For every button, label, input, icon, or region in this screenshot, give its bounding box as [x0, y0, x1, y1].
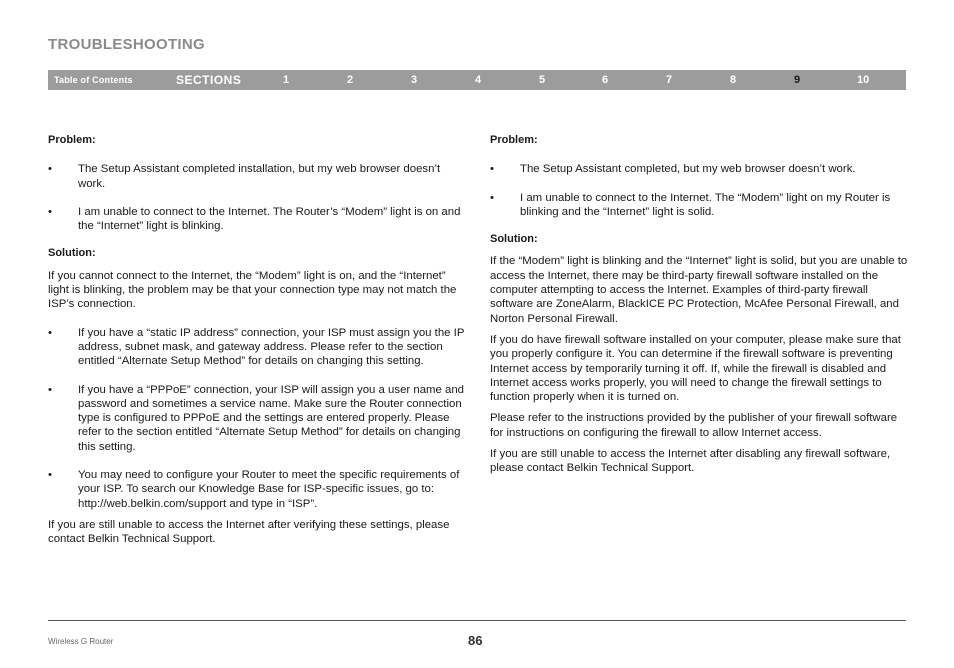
section-link-6[interactable]: 6	[602, 74, 609, 86]
section-link-10[interactable]: 10	[857, 74, 870, 86]
problem-item	[490, 191, 910, 220]
section-nav-bar	[48, 70, 906, 90]
solution-paragraph: If you are still unable to access the Internet after disabling any firewall software, please contact Belkin Technical Support.	[490, 448, 891, 475]
solution-item	[48, 326, 468, 369]
solution-text: You may need to configure your Router to meet the specific requirements of your ISP. To search our Knowledge Base for ISP-specific issues, go to: http://web.belkin.com/support and type in “ISP”.	[78, 469, 460, 510]
bullet-icon: •	[490, 163, 494, 176]
solution-heading: Solution:	[490, 233, 538, 246]
problem-item	[490, 162, 910, 176]
section-link-8[interactable]: 8	[730, 74, 737, 86]
solution-item	[48, 383, 468, 454]
problem-text: I am unable to connect to the Internet. The Router’s “Modem” light is on and the “Internet” light is blinking.	[78, 205, 461, 233]
problem-heading: Problem:	[490, 134, 538, 146]
left-column	[48, 133, 468, 547]
section-link-1[interactable]: 1	[283, 74, 290, 86]
problem-heading: Problem:	[48, 134, 96, 146]
bullet-icon: •	[48, 205, 52, 218]
page-number: 86	[468, 633, 483, 648]
footer-divider	[48, 620, 906, 621]
table-of-contents-link[interactable]: Table of Contents	[54, 75, 133, 85]
section-link-2[interactable]: 2	[347, 74, 354, 86]
solution-text: If you have a “static IP address” connection, your ISP must assign you the IP address, subnet mask, and gateway address. Please refer to the section entitled “Alternate Setup Method” for details on changing this setting.	[78, 326, 465, 368]
bullet-icon: •	[48, 383, 52, 396]
footer-product-name: Wireless G Router	[48, 637, 114, 646]
page-section-title: TROUBLESHOOTING	[48, 36, 205, 53]
solution-heading: Solution:	[48, 247, 96, 260]
sections-label: SECTIONS	[176, 73, 242, 87]
bullet-icon: •	[48, 469, 52, 482]
solution-item	[48, 468, 468, 511]
section-link-7[interactable]: 7	[666, 74, 673, 86]
bullet-icon: •	[490, 191, 494, 204]
problem-text: The Setup Assistant completed, but my web browser doesn’t work.	[520, 163, 856, 176]
problem-text: I am unable to connect to the Internet. The “Modem” light on my Router is blinking and the “Internet” light is solid.	[520, 191, 891, 218]
closing-text: If you are still unable to access the Internet after verifying these settings, please contact Belkin Technical Support.	[48, 518, 450, 546]
section-link-5[interactable]: 5	[539, 74, 546, 86]
problem-item	[48, 162, 468, 191]
bullet-icon: •	[48, 163, 52, 176]
section-link-9-active[interactable]: 9	[794, 74, 801, 86]
solution-intro: If you cannot connect to the Internet, the “Modem” light is on, and the “Internet” light is blinking, the problem may be that your connection type may not match the ISP’s connection.	[48, 269, 457, 311]
solution-paragraph: If you do have firewall software installed on your computer, please make sure that you properly configure it. You can determine if the firewall software is preventing Internet access by temporarily turning it off. If, while the firewall is disabled and Internet access works properly, you will need to change the firewall settings to function properly when it is turned on.	[490, 333, 901, 404]
bullet-icon: •	[48, 326, 52, 339]
right-column	[490, 133, 910, 476]
solution-text: If you have a “PPPoE” connection, your ISP will assign you a user name and password and sometimes a service name. Make sure the Router connection type is configured to PPPoE and the settings are entered properly. Please refer to the section entitled “Alternate Setup Method” for details on changing this setting.	[78, 383, 465, 453]
section-link-3[interactable]: 3	[411, 74, 418, 86]
section-link-4[interactable]: 4	[475, 74, 482, 86]
solution-paragraph: Please refer to the instructions provided by the publisher of your firewall software for instructions on configuring the firewall to allow Internet access.	[490, 412, 898, 439]
problem-item	[48, 205, 468, 234]
solution-paragraph: If the “Modem” light is blinking and the “Internet” light is solid, but you are unable to access the Internet, there may be third-party firewall software installed on the computer attempting to access the Internet. Examples of third-party firewall software are ZoneAlarm, BlackICE PC Protection, McAfee Personal Firewall, and Norton Personal Firewall.	[490, 255, 908, 325]
problem-text: The Setup Assistant completed installation, but my web browser doesn’t work.	[78, 163, 441, 190]
